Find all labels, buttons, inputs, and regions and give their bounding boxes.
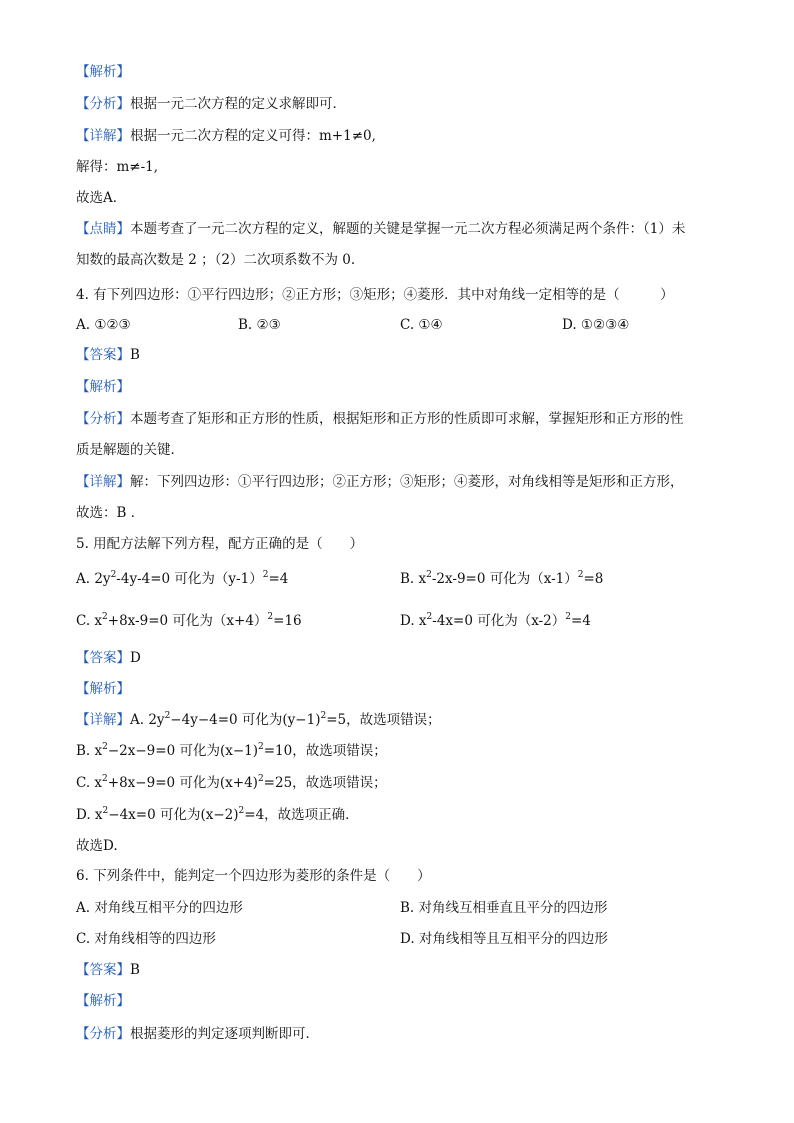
q6-option-d: D. 对角线相等且互相平分的四边形 bbox=[400, 931, 608, 947]
q6-option-c: C. 对角线相等的四边形 bbox=[76, 931, 216, 947]
q4-option-c: C. ①④ bbox=[400, 317, 443, 333]
q4-option-a: A. ①②③ bbox=[76, 317, 131, 333]
q4-analysis-heading: 【解析】 bbox=[76, 379, 130, 395]
q5-detail-line-c: C. $x^2+8x-9=0$ 可化为$(x+4)^2=25$，故选项错误； bbox=[76, 773, 387, 791]
q5-option-b: B. $x^2-2x-9=0$ 可化为$(x-1)^2=8$ bbox=[400, 569, 604, 587]
q5-choice-line: 故选D. bbox=[76, 838, 118, 854]
q5-detail-line-d: D. $x^2-4x=0$ 可化为$(x-2)^2=4$，故选项正确． bbox=[76, 805, 359, 823]
q3-analysis-line: 【分析】根据一元二次方程的定义求解即可． bbox=[76, 96, 346, 112]
q4-choice-line: 故选：B ． bbox=[76, 505, 145, 521]
q5-analysis-heading: 【解析】 bbox=[76, 681, 130, 697]
q3-detail-line: 【详解】根据一元二次方程的定义可得：m+1≠0, bbox=[76, 128, 376, 144]
q5-answer-line: 【答案】D bbox=[76, 650, 141, 666]
q5-stem: 5. 用配方法解下列方程，配方正确的是（ ） bbox=[76, 536, 364, 552]
q4-answer-line: 【答案】B bbox=[76, 347, 140, 363]
q5-option-a: A. $2y^2-4y-4=0$ 可化为$(y-1)^2=4$ bbox=[76, 569, 289, 587]
q3-analysis-heading: 【解析】 bbox=[76, 64, 130, 80]
q5-option-c: C. $x^2+8x-9=0$ 可化为$(x+4)^2=16$ bbox=[76, 611, 302, 629]
q6-analysis-line: 【分析】根据菱形的判定逐项判断即可． bbox=[76, 1026, 319, 1042]
q3-solution-line: 解得：m≠-1, bbox=[76, 159, 159, 175]
q5-option-d: D. $x^2-4x=0$ 可化为$(x-2)^2=4$ bbox=[400, 611, 591, 629]
q6-answer-line: 【答案】B bbox=[76, 962, 140, 978]
q4-detail-line: 【详解】解：下列四边形：①平行四边形；②正方形；③矩形；④菱形，对角线相等是矩形和正方形， bbox=[76, 474, 684, 490]
q6-option-b: B. 对角线互相垂直且平分的四边形 bbox=[400, 900, 608, 916]
q6-option-a: A. 对角线互相平分的四边形 bbox=[76, 900, 243, 916]
q4-analysis-line-1: 【分析】本题考查了矩形和正方形的性质，根据矩形和正方形的性质即可求解，掌握矩形和正方形的性 bbox=[76, 411, 684, 427]
q5-detail-line-a: 【详解】A. $2y^2-4y-4=0$ 可化为$(y-1)^2=5$，故选项错误； bbox=[76, 710, 441, 728]
q5-detail-line-b: B. $x^2-2x-9=0$ 可化为$(x-1)^2=10$，故选项错误； bbox=[76, 741, 387, 759]
q3-comment-line-2: 知数的最高次数是 2 ；（2）二次项系数不为 0. bbox=[76, 252, 356, 268]
q4-analysis-line-2: 质是解题的关键． bbox=[76, 442, 184, 458]
q4-stem: 4. 有下列四边形：①平行四边形；②正方形；③矩形；④菱形．其中对角线一定相等的是（ ） bbox=[76, 287, 674, 303]
q4-option-d: D. ①②③④ bbox=[562, 317, 630, 333]
q3-comment-line-1: 【点睛】本题考查了一元二次方程的定义，解题的关键是掌握一元二次方程必须满足两个条件：（1）未 bbox=[76, 221, 686, 237]
q6-stem: 6. 下列条件中，能判定一个四边形为菱形的条件是（ ） bbox=[76, 868, 431, 884]
q3-choice-line: 故选A． bbox=[76, 190, 127, 206]
q4-option-b: B. ②③ bbox=[238, 317, 281, 333]
q6-analysis-heading: 【解析】 bbox=[76, 993, 130, 1009]
